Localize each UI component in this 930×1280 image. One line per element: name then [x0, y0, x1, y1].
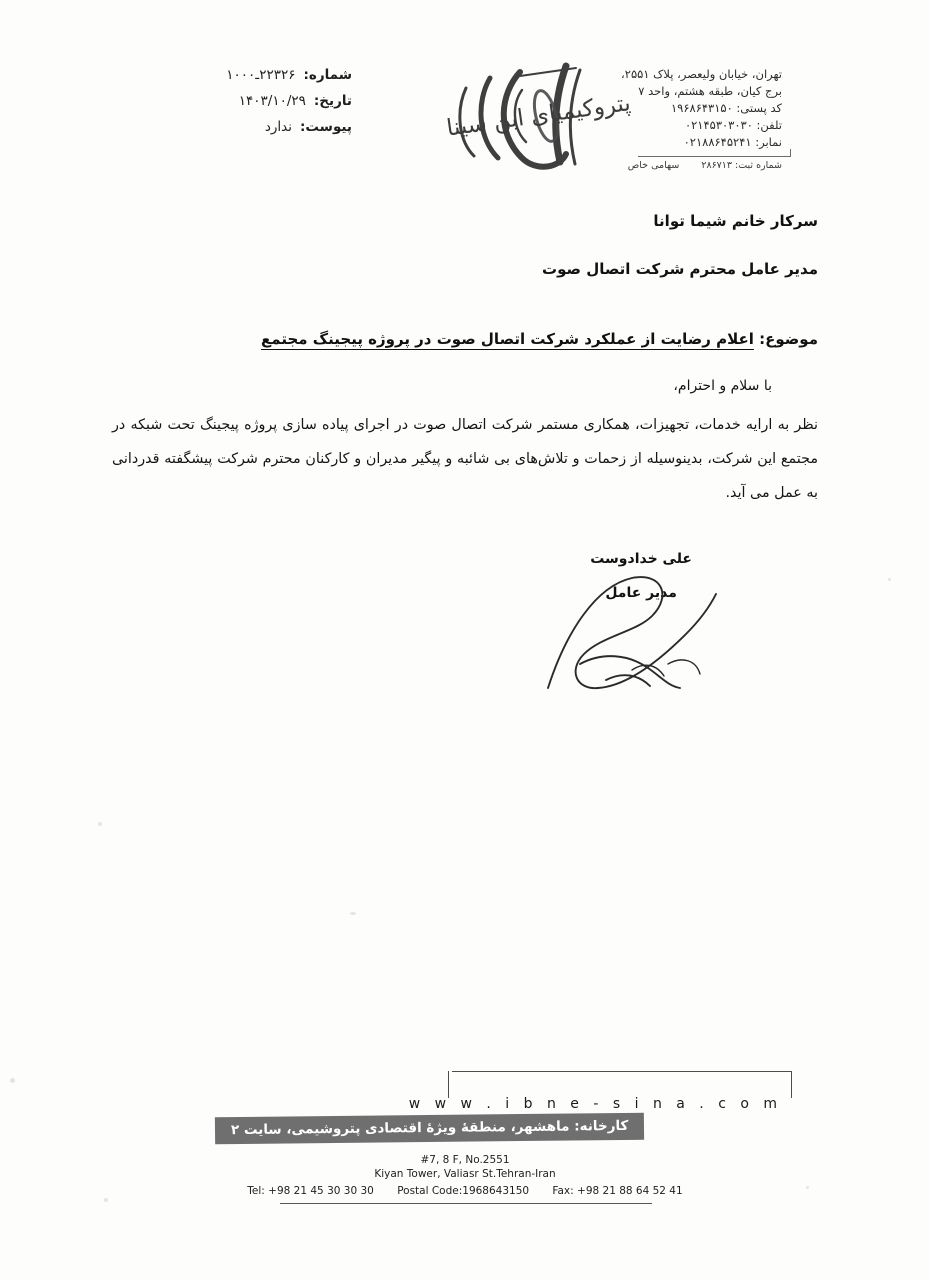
subject-label: موضوع:: [759, 330, 818, 348]
handwritten-signature: [540, 568, 750, 708]
footer-tel: Tel: +98 21 45 30 30 30: [247, 1185, 374, 1197]
reference-number-label: شماره:: [303, 67, 352, 83]
scan-speck: [98, 822, 102, 826]
scan-speck: [350, 912, 356, 915]
letter-footer: [0, 1020, 930, 1280]
registration-number: شماره ثبت: ۲۸۶۷۱۳: [701, 160, 782, 171]
address-line-2: برج کیان، طبقه هشتم، واحد ۷: [638, 84, 782, 98]
reference-date-label: تاریخ:: [313, 93, 352, 109]
reference-number-row: [112, 62, 352, 88]
address-line-5: نمابر: ۰۲۱۸۸۶۴۵۲۴۱: [683, 135, 782, 149]
body-paragraph: نظر به ارایه خدمات، تجهیزات، همکاری مستمر شرکت اتصال صوت در اجرای پیاده سازی پروژه پیجینگ تحت شبکه در مجتمع این شرکت، بدینوسیله از زحمات و تلاش‌های بی شائبه و پیگیر مدیران و کارکنان محترم شرکت پیشگفته قدردانی به عمل می آید.: [112, 417, 818, 501]
reference-attachment-value: ندارد: [264, 119, 292, 135]
signer-name: علی خدادوست: [590, 551, 692, 567]
factory-address-bar: کارخانه: ماهشهر، منطقهٔ ویژهٔ اقتصادی پتروشیمی، سایت ۲: [215, 1113, 645, 1144]
logo-wordmark: پتروکیمیای ابن سینا: [444, 90, 632, 142]
footer-bracket-line: [452, 1071, 792, 1072]
footer-address-line-2: Kiyan Tower, Valiasr St.Tehran-Iran: [374, 1168, 556, 1180]
addressee-title: مدیر عامل محترم شرکت اتصال صوت: [542, 260, 818, 278]
company-logo: [370, 54, 630, 184]
greeting-text: با سلام و احترام،: [673, 378, 772, 394]
reference-block: [112, 62, 352, 140]
reference-date-row: [112, 88, 352, 114]
letterhead-address: [621, 66, 782, 151]
reference-attachment-label: پیوست:: [299, 119, 352, 135]
address-line-4: تلفن: ۰۲۱۴۵۳۰۳۰۳۰: [684, 118, 782, 132]
footer-divider: [280, 1203, 652, 1204]
reference-date-value: ۱۴۰۳/۱۰/۲۹: [238, 93, 306, 109]
signer-role: مدیر عامل: [605, 585, 677, 601]
footer-address-text: #7, 8 F, No.2551: [420, 1154, 510, 1166]
reference-number-value: ۲۲۳۲۶ـ۱۰۰۰: [226, 67, 296, 83]
footer-bracket-tick-left: [448, 1071, 449, 1098]
letterhead-registration: [628, 160, 782, 171]
scan-speck: [888, 578, 891, 581]
footer-address-line-1: [0, 1153, 930, 1167]
footer-bracket-tick-right: [791, 1071, 792, 1098]
address-line-3: کد پستی: ۱۹۶۸۶۴۳۱۵۰: [671, 101, 782, 115]
footer-fax: Fax: +98 21 88 64 52 41: [552, 1185, 683, 1197]
addressee-block: [542, 206, 818, 284]
reference-attachment-row: [112, 114, 352, 140]
letterhead-divider: [638, 156, 790, 157]
address-line-1: تهران، خیابان ولیعصر، پلاک ۲۵۵۱،: [621, 67, 782, 81]
subject-text: اعلام رضایت از عملکرد شرکت اتصال صوت در پروژه پیجینگ مجتمع: [261, 330, 754, 348]
company-type: سهامی خاص: [627, 160, 680, 171]
footer-postal-code: Postal Code:1968643150: [397, 1185, 530, 1197]
footer-english-address: [0, 1153, 930, 1198]
footer-contact-row: [237, 1184, 692, 1198]
addressee-name: سرکار خانم شیما توانا: [653, 212, 818, 230]
website-url: w w w . i b n e - s i n a . c o m: [408, 1096, 782, 1112]
subject-line: [261, 330, 818, 348]
